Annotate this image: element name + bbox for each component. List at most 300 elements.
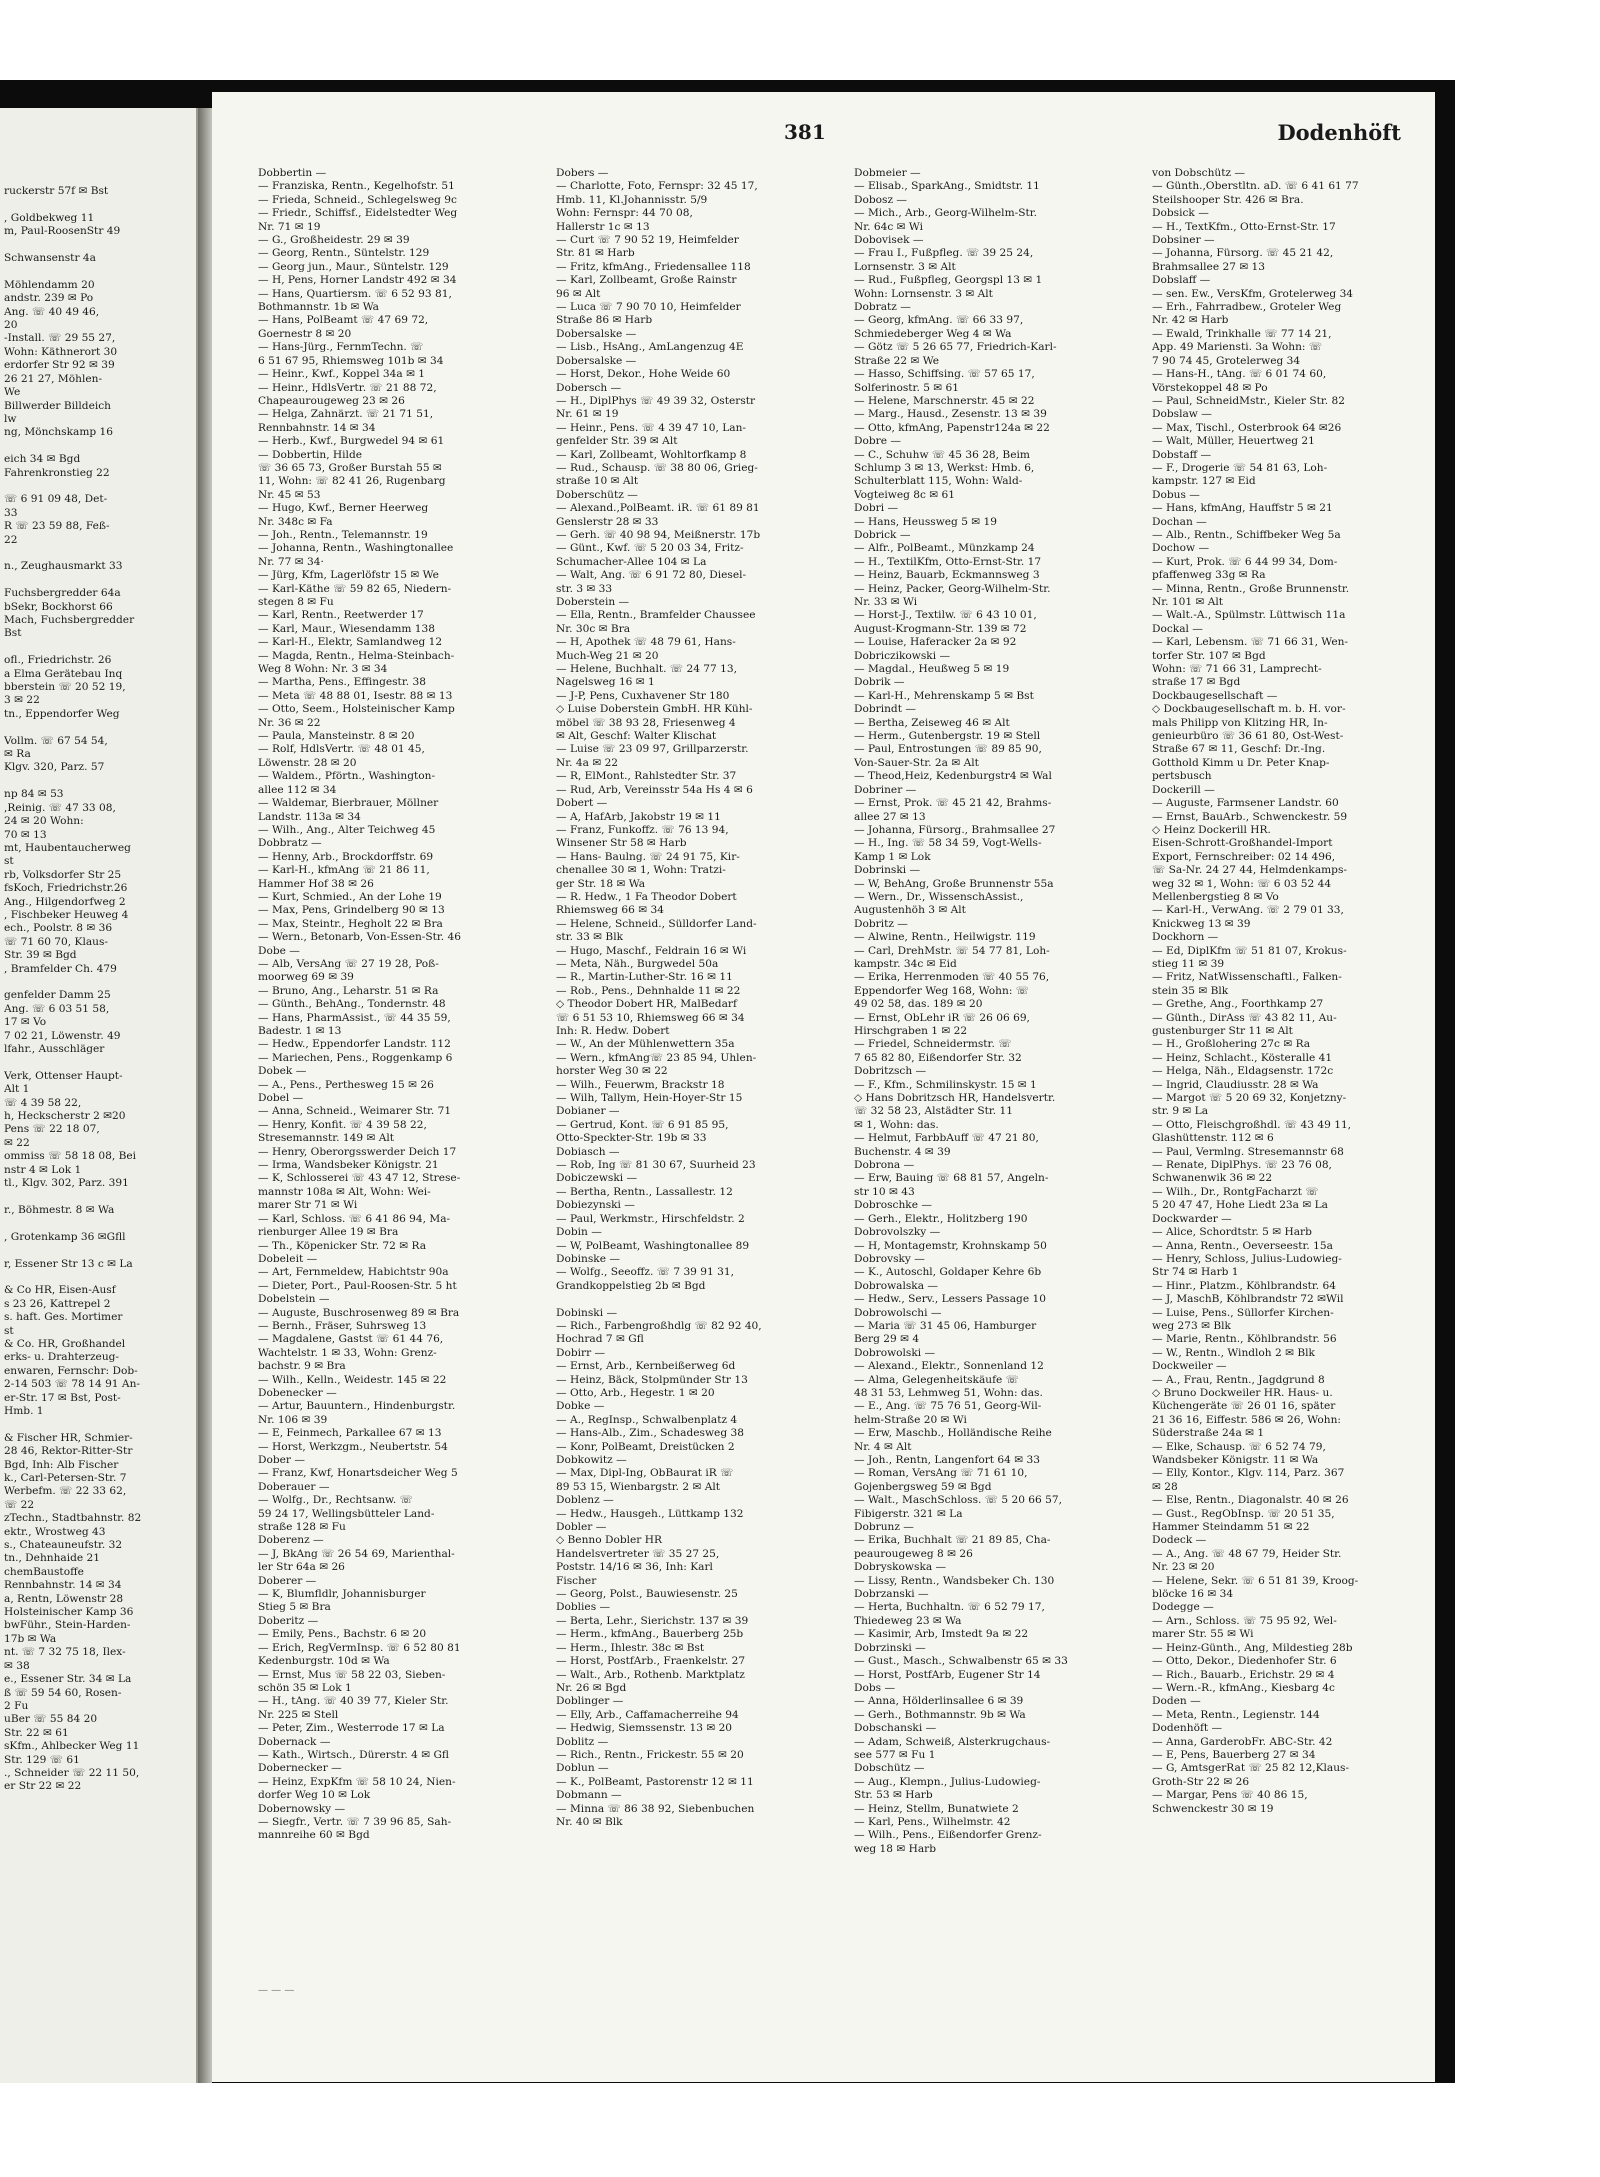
left-page-line: 2-14 503 ☏ 78 14 91 An- bbox=[4, 1378, 140, 1391]
directory-entry-line: — Georg jun., Maur., Süntelstr. 129 bbox=[258, 260, 449, 273]
directory-entry-line: — Hans-H., tAng. ☏ 6 01 74 60, bbox=[1152, 368, 1327, 381]
directory-entry-line: Dockhorn — bbox=[1152, 931, 1219, 944]
directory-entry-line: — Irma, Wandsbeker Königstr. 21 bbox=[258, 1159, 439, 1172]
directory-entry-line: Rhiemsweg 66 ✉ 34 bbox=[556, 904, 664, 917]
directory-entry-line: Nr. 225 ✉ Stell bbox=[258, 1708, 339, 1721]
left-page-line: Ang. ☏ 40 49 46, bbox=[4, 305, 100, 318]
directory-entry-line: — Gerh. ☏ 40 98 94, Meißnerstr. 17b bbox=[556, 528, 761, 541]
directory-entry-line: — Helmut, FarbbAuff ☏ 47 21 80, bbox=[854, 1132, 1039, 1145]
left-page-line: Möhlendamm 20 bbox=[4, 278, 95, 291]
directory-entry-line: 49 02 58, das. 189 ✉ 20 bbox=[854, 998, 983, 1011]
directory-entry-line: — Helga, Näh., Eldagsenstr. 172c bbox=[1152, 1065, 1334, 1078]
directory-entry-line: — Herm., kfmAng., Bauerberg 25b bbox=[556, 1628, 744, 1641]
directory-entry-line: Dochan — bbox=[1152, 515, 1207, 528]
directory-entry-line: — Margar, Pens ☏ 40 86 15, bbox=[1152, 1789, 1308, 1802]
directory-entry-line: — Paul, Werkmstr., Hirschfeldstr. 2 bbox=[556, 1212, 745, 1225]
directory-entry-line: Hochrad 7 ✉ Gfl bbox=[556, 1333, 644, 1346]
directory-entry-line: Dobrowalska — bbox=[854, 1279, 938, 1292]
left-page-line: ,Reinig. ☏ 47 33 08, bbox=[4, 801, 116, 814]
directory-entry-line: — sen. Ew., VersKfm, Grotelerweg 34 bbox=[1152, 287, 1354, 300]
directory-entry-line: Dobslaw — bbox=[1152, 408, 1212, 421]
directory-entry-line: — H., Großlohering 27c ✉ Ra bbox=[1152, 1038, 1311, 1051]
left-page-line: Billwerder Billdeich bbox=[4, 399, 111, 412]
directory-entry-line: — Erw, Maschb., Holländische Reihe bbox=[854, 1427, 1052, 1440]
directory-entry-line: — Wilh., Pens., Eißendorfer Grenz- bbox=[854, 1829, 1042, 1842]
directory-entry-line: Dockweiler — bbox=[1152, 1360, 1227, 1373]
directory-entry-line: Doblinger — bbox=[556, 1695, 624, 1708]
left-page-line: Str. 22 ✉ 61 bbox=[4, 1726, 69, 1739]
directory-entry-line: Nr. 106 ✉ 39 bbox=[258, 1413, 328, 1426]
left-page-line: chemBaustoffe bbox=[4, 1565, 84, 1578]
directory-entry-line: Dobelstein — bbox=[258, 1293, 330, 1306]
directory-entry-line: — Kurt, Schmied., An der Lohe 19 bbox=[258, 890, 442, 903]
left-page-line bbox=[4, 480, 190, 493]
directory-entry-line: — Horst, PostfArb, Eugener Str 14 bbox=[854, 1668, 1041, 1681]
directory-entry-line: 7 65 82 80, Eißendorfer Str. 32 bbox=[854, 1051, 1022, 1064]
directory-entry-line: — Elisab., SparkAng., Smidtstr. 11 bbox=[854, 180, 1040, 193]
directory-entry-line: — Georg, kfmAng. ☏ 66 33 97, bbox=[854, 314, 1024, 327]
directory-entry-line: — Hedw., Serv., Lessers Passage 10 bbox=[854, 1293, 1046, 1306]
directory-entry-line: Goernestr 8 ✉ 20 bbox=[258, 327, 352, 340]
directory-entry-line: Löwenstr. 28 ✉ 20 bbox=[258, 756, 357, 769]
directory-entry-line: — K, Blumfldlr, Johannisburger bbox=[258, 1588, 426, 1601]
directory-entry-line: Dodegge — bbox=[1152, 1601, 1214, 1614]
directory-entry-line: Stieg 5 ✉ Bra bbox=[258, 1601, 331, 1614]
left-page-line: sKfm., Ahlbecker Weg 11 bbox=[4, 1740, 140, 1753]
directory-entry-line: — Helene, Sekr. ☏ 6 51 81 39, Kroog- bbox=[1152, 1574, 1359, 1587]
directory-entry-line: — H., tAng. ☏ 40 39 77, Kieler Str. bbox=[258, 1695, 449, 1708]
directory-entry-line: — Artur, Bauuntern., Hindenburgstr. bbox=[258, 1400, 456, 1413]
directory-entry-line: Gotthold Kimm u Dr. Peter Knap- bbox=[1152, 756, 1330, 769]
left-page-line: Rennbahnstr. 14 ✉ 34 bbox=[4, 1579, 122, 1592]
left-page-line: Hmb. 1 bbox=[4, 1404, 44, 1417]
directory-entry-line: Dobke — bbox=[556, 1400, 605, 1413]
directory-entry-line: — Gust., Masch., Schwalbenstr 65 ✉ 33 bbox=[854, 1655, 1068, 1668]
directory-entry-line: — Otto, Arb., Hegestr. 1 ✉ 20 bbox=[556, 1386, 715, 1399]
left-page-line: nt. ☏ 7 32 75 18, Ilex- bbox=[4, 1646, 126, 1659]
directory-entry-line: — Rob., Pens., Dehnhalde 11 ✉ 22 bbox=[556, 984, 741, 997]
directory-entry-line: — Franziska, Rentn., Kegelhofstr. 51 bbox=[258, 180, 455, 193]
page-header bbox=[212, 120, 1435, 152]
directory-entry-line: — Wilh., Kelln., Weidestr. 145 ✉ 22 bbox=[258, 1373, 447, 1386]
directory-entry-line: — Karl-Käthe ☏ 59 82 65, Niedern- bbox=[258, 582, 452, 595]
directory-entry-line: ☏ 36 65 73, Großer Burstah 55 ✉ bbox=[258, 461, 442, 474]
directory-entry-line: str. 33 ✉ Blk bbox=[556, 931, 624, 944]
directory-entry-line: — Luca ☏ 7 90 70 10, Heimfelder bbox=[556, 301, 741, 314]
directory-entry-line: — Otto, Dekor., Diedenhofer Str. 6 bbox=[1152, 1655, 1337, 1668]
left-page-line: lfahr., Ausschläger bbox=[4, 1043, 105, 1055]
directory-entry-line: allee 112 ✉ 34 bbox=[258, 783, 337, 796]
directory-entry-line: 11, Wohn: ☏ 82 41 26, Rugenbarg bbox=[258, 475, 446, 488]
directory-entry-line: — Lisb., HsAng., AmLangenzug 4E bbox=[556, 341, 744, 354]
directory-entry-line: Doberauer — bbox=[258, 1480, 330, 1493]
left-page-line: Wohn: Käthnerort 30 bbox=[4, 345, 118, 358]
directory-entry-line: — Kath., Wirtsch., Dürerstr. 4 ✉ Gfl bbox=[258, 1748, 450, 1761]
directory-entry-line: — Mich., Arb., Georg-Wilhelm-Str. bbox=[854, 207, 1037, 220]
left-page-line: ☏ 22 bbox=[4, 1498, 35, 1511]
directory-entry-line: — H., Ing. ☏ 58 34 59, Vogt-Wells- bbox=[854, 837, 1042, 850]
directory-entry-line: Dockerill — bbox=[1152, 783, 1215, 796]
directory-entry-line: — Konr, PolBeamt, Dreistücken 2 bbox=[556, 1440, 735, 1453]
directory-entry-line: Handelsvertreter ☏ 35 27 25, bbox=[556, 1547, 720, 1560]
directory-entry-line: — Gust., RegObInsp. ☏ 20 51 35, bbox=[1152, 1507, 1335, 1520]
directory-entry-line: — Hans-Jürg., FernmTechn. ☏ bbox=[258, 341, 424, 354]
directory-entry-line: — Johanna, Fürsorg., Brahmsallee 27 bbox=[854, 823, 1056, 836]
left-page-line bbox=[4, 265, 190, 278]
directory-entry-line: Gojenbergsweg 59 ✉ Bgd bbox=[854, 1480, 992, 1493]
directory-entry-line: Inh: R. Hedw. Dobert bbox=[556, 1025, 670, 1037]
left-page-line: Werbefm. ☏ 22 33 62, bbox=[4, 1485, 127, 1498]
directory-entry-line: — Theod,Heiz, Kedenburgstr4 ✉ Wal bbox=[854, 770, 1052, 783]
directory-entry-line: Genslerstr 28 ✉ 33 bbox=[556, 515, 659, 528]
directory-entry-line: Dobrick — bbox=[854, 528, 911, 541]
left-page-line: andstr. 239 ✉ Po bbox=[4, 292, 94, 305]
directory-entry-line: — Adam, Schweiß, Alsterkrugchaus- bbox=[854, 1735, 1051, 1748]
directory-entry-line: Dobiezynski — bbox=[556, 1199, 635, 1212]
directory-entry-line: Dobers — bbox=[556, 167, 609, 179]
directory-entry-line: — Erw, Bauing ☏ 68 81 57, Angeln- bbox=[854, 1172, 1049, 1185]
directory-entry-line: — Hans, PharmAssist., ☏ 44 35 59, bbox=[258, 1011, 451, 1024]
column-3 bbox=[854, 167, 1120, 1856]
directory-entry-line: Dobiczewski — bbox=[556, 1172, 638, 1185]
directory-entry-line: Doden — bbox=[1152, 1695, 1201, 1708]
directory-entry-line: — Dobbertin, Hilde bbox=[258, 448, 362, 461]
directory-entry-line: Doberstein — bbox=[556, 596, 630, 608]
directory-entry-line: — Walt., Arb., Rothenb. Marktplatz bbox=[556, 1668, 745, 1681]
left-page-line: Pens ☏ 22 18 07, bbox=[4, 1123, 100, 1136]
directory-entry-line: Dobersalske — bbox=[556, 354, 637, 367]
directory-entry-line: — Max, Pens, Grindelberg 90 ✉ 13 bbox=[258, 904, 445, 917]
left-page-line: Str. 129 ☏ 61 bbox=[4, 1753, 80, 1766]
directory-entry-line: — Ernst, Mus ☏ 58 22 03, Sieben- bbox=[258, 1668, 446, 1681]
directory-entry-line: bachstr. 9 ✉ Bra bbox=[258, 1360, 346, 1373]
left-page-line: n., Zeughausmarkt 33 bbox=[4, 560, 123, 573]
directory-entry-line: — Erika, Buchhalt ☏ 21 89 85, Cha- bbox=[854, 1534, 1051, 1547]
directory-entry-line: — Hans- Baulng. ☏ 24 91 75, Kir- bbox=[556, 850, 740, 863]
directory-entry-line: Straße 86 ✉ Harb bbox=[556, 314, 653, 327]
directory-entry-line: ✉ 28 bbox=[1152, 1480, 1178, 1493]
directory-entry-line: Nr. 40 ✉ Blk bbox=[556, 1815, 623, 1828]
directory-entry-line: — Ernst, Arb., Kernbeißerweg 6d bbox=[556, 1360, 736, 1373]
directory-entry-line: — Karl, Zollbeamt, Wohltorfkamp 8 bbox=[556, 448, 747, 461]
directory-entry-line: Chapeaurougeweg 23 ✉ 26 bbox=[258, 394, 405, 407]
directory-entry-line: blöcke 16 ✉ 34 bbox=[1152, 1588, 1234, 1601]
directory-entry-line: — A., RegInsp., Schwalbenplatz 4 bbox=[556, 1413, 738, 1426]
directory-entry-line: — Heinr., Kwf., Koppel 34a ✉ 1 bbox=[258, 368, 426, 381]
directory-entry-line: weg 18 ✉ Harb bbox=[854, 1842, 936, 1855]
directory-entry-line: — Ernst, ObLehr iR ☏ 26 06 69, bbox=[854, 1011, 1030, 1024]
directory-entry-line: Dobrovolszky — bbox=[854, 1226, 941, 1239]
directory-entry-line: straße 17 ✉ Bgd bbox=[1152, 676, 1241, 689]
directory-entry-line: — W, BehAng, Große Brunnenstr 55a bbox=[854, 877, 1054, 890]
directory-entry-line: — Karl, Schloss. ☏ 6 41 86 94, Ma- bbox=[258, 1212, 451, 1225]
directory-entry-line: — Waldemar, Bierbrauer, Möllner bbox=[258, 797, 439, 810]
directory-entry-line: — Gerh., Bothmannstr. 9b ✉ Wa bbox=[854, 1708, 1026, 1721]
directory-entry-line: stieg 11 ✉ 39 bbox=[1152, 957, 1225, 970]
directory-entry-line: — Herb., Kwf., Burgwedel 94 ✉ 61 bbox=[258, 435, 445, 448]
directory-entry-line: Doblitz — bbox=[556, 1735, 609, 1748]
directory-entry-line: — Hedwig, Siemssenstr. 13 ✉ 20 bbox=[556, 1722, 733, 1735]
directory-entry-line: Dobrowolschi — bbox=[854, 1306, 942, 1319]
left-page-line: m, Paul-RoosenStr 49 bbox=[4, 225, 121, 238]
directory-entry-line: ◇ Dockbaugesellschaft m. b. H. vor- bbox=[1152, 703, 1346, 716]
directory-entry-line: — Günth., BehAng., Tondernstr. 48 bbox=[258, 998, 446, 1011]
directory-entry-line: Schumacher-Allee 104 ✉ La bbox=[556, 555, 707, 568]
left-page-line bbox=[4, 1217, 190, 1230]
directory-entry-line: Nr. 61 ✉ 19 bbox=[556, 408, 619, 421]
directory-entry-line: — Elke, Schausp. ☏ 6 52 74 79, bbox=[1152, 1440, 1326, 1453]
directory-entry-line: — Ewald, Trinkhalle ☏ 77 14 21, bbox=[1152, 327, 1332, 340]
directory-entry-line: — Else, Rentn., Diagonalstr. 40 ✉ 26 bbox=[1152, 1494, 1349, 1507]
directory-entry-line: Kamp 1 ✉ Lok bbox=[854, 850, 931, 863]
directory-entry-line: — Henny, Arb., Brockdorffstr. 69 bbox=[258, 850, 434, 863]
directory-entry-line: — K., PolBeamt, Pastorenstr 12 ✉ 11 bbox=[556, 1775, 754, 1788]
directory-entry-line: Dobkowitz — bbox=[556, 1454, 627, 1466]
directory-entry-line: Thiedeweg 23 ✉ Wa bbox=[854, 1614, 962, 1627]
directory-entry-line: — Walt.-A., Spülmstr. Lüttwisch 11a bbox=[1152, 609, 1346, 622]
left-page-line: r, Essener Str 13 c ✉ La bbox=[4, 1257, 133, 1270]
directory-entry-line: — Wolfg., Dr., Rechtsanw. ☏ bbox=[258, 1494, 413, 1507]
directory-entry-line: Nr. 4a ✉ 22 bbox=[556, 756, 619, 769]
directory-entry-line: Fibigerstr. 321 ✉ La bbox=[854, 1507, 963, 1520]
left-page-line: uBer ☏ 55 84 20 bbox=[4, 1713, 98, 1726]
left-page-line: Vollm. ☏ 67 54 54, bbox=[4, 734, 108, 747]
directory-entry-line: — Paula, Mansteinstr. 8 ✉ 20 bbox=[258, 730, 415, 743]
directory-entry-line: — Luise, Pens., Süllorfer Kirchen- bbox=[1152, 1306, 1334, 1319]
directory-entry-line: Dobovisek — bbox=[854, 234, 924, 247]
directory-entry-line: — Erika, Herrenmoden ☏ 40 55 76, bbox=[854, 971, 1050, 984]
directory-entry-line: — Joh., Rentn., Telemannstr. 19 bbox=[258, 528, 428, 541]
directory-entry-line: Lornsenstr. 3 ✉ Alt bbox=[854, 260, 956, 273]
directory-entry-line: 89 53 15, Wienbargstr. 2 ✉ Alt bbox=[556, 1480, 721, 1493]
left-page-line bbox=[4, 721, 190, 734]
column-2 bbox=[556, 167, 822, 1829]
directory-entry-line: — Anna, Rentn., Oeverseestr. 15a bbox=[1152, 1239, 1333, 1252]
directory-entry-line: — Mariechen, Pens., Roggenkamp 6 bbox=[258, 1051, 453, 1064]
directory-entry-line: — Ingrid, Claudiusstr. 28 ✉ Wa bbox=[1152, 1078, 1319, 1091]
left-page-line bbox=[4, 547, 190, 560]
directory-entry-line: Dobernecker — bbox=[258, 1762, 342, 1775]
directory-entry-line: — K, Schlosserei ☏ 43 47 12, Strese- bbox=[258, 1172, 461, 1185]
directory-entry-line: Stresemannstr. 149 ✉ Alt bbox=[258, 1132, 395, 1145]
left-page-line: a Elma Gerätebau Inq bbox=[4, 667, 123, 680]
left-page-line bbox=[4, 1418, 190, 1431]
directory-entry-line: schön 35 ✉ Lok 1 bbox=[258, 1681, 352, 1694]
directory-entry-line: pfaffenweg 33g ✉ Ra bbox=[1152, 569, 1266, 582]
left-page-line: zTechn., Stadtbahnstr. 82 bbox=[4, 1512, 142, 1525]
directory-entry-line: Schlump 3 ✉ 13, Werkst: Hmb. 6, bbox=[854, 461, 1035, 474]
directory-entry-line: Nr. 26 ✉ Bgd bbox=[556, 1681, 627, 1694]
directory-entry-line: Nr. 23 ✉ 20 bbox=[1152, 1561, 1215, 1574]
directory-entry-line: — Minna, Rentn., Große Brunnenstr. bbox=[1152, 582, 1350, 595]
directory-entry-line: — Rud, Arb, Vereinsstr 54a Hs 4 ✉ 6 bbox=[556, 783, 753, 796]
directory-entry-line: ◇ Hans Dobritzsch HR, Handelsvertr. bbox=[854, 1092, 1056, 1105]
left-page-line: erks- u. Drahterzeug- bbox=[4, 1351, 120, 1364]
directory-entry-line: — Herm., Gutenbergstr. 19 ✉ Stell bbox=[854, 730, 1041, 743]
directory-entry-line: — Dieter, Port., Paul-Roosen-Str. 5 ht bbox=[258, 1279, 457, 1292]
left-page-line: ofl., Friedrichstr. 26 bbox=[4, 654, 112, 667]
directory-entry-line: Str. 81 ✉ Harb bbox=[556, 247, 635, 260]
left-page-fragment bbox=[0, 108, 198, 2083]
directory-entry-line: Doblenz — bbox=[556, 1494, 614, 1507]
left-page-line bbox=[4, 198, 190, 211]
book-gutter bbox=[198, 108, 212, 2083]
directory-entry-line: — Magdal., Heußweg 5 ✉ 19 bbox=[854, 663, 1010, 676]
directory-entry-line: — Herm., Ihlestr. 38c ✉ Bst bbox=[556, 1641, 705, 1654]
directory-entry-line: dorfer Weg 10 ✉ Lok bbox=[258, 1789, 371, 1802]
left-page-line: nstr 4 ✉ Lok 1 bbox=[4, 1163, 82, 1176]
directory-entry-line: — Kasimir, Arb, Imstedt 9a ✉ 22 bbox=[854, 1628, 1029, 1641]
left-page-line: R ☏ 23 59 88, Feß- bbox=[4, 520, 110, 533]
running-head: Dodenhöft bbox=[1277, 120, 1401, 145]
left-page-line: tn., Eppendorfer Weg bbox=[4, 707, 120, 720]
directory-entry-line: — Martha, Pens., Effingestr. 38 bbox=[258, 676, 426, 689]
left-page-line: ✉ Ra bbox=[4, 748, 31, 761]
left-page-line: Alt 1 bbox=[4, 1083, 30, 1096]
directory-entry-line: — J, MaschB, Köhlbrandstr 72 ✉Wil bbox=[1152, 1293, 1344, 1306]
directory-entry-line: Nr. 33 ✉ Wi bbox=[854, 596, 918, 608]
directory-entry-line: weg 32 ✉ 1, Wohn: ☏ 6 03 52 44 bbox=[1152, 877, 1332, 890]
directory-entry-line: Dobritz — bbox=[854, 917, 908, 930]
left-page-line: , Fischbeker Heuweg 4 bbox=[4, 908, 129, 921]
directory-entry-line: Hirschgraben 1 ✉ 22 bbox=[854, 1025, 968, 1037]
directory-entry-line: Str. 53 ✉ Harb bbox=[854, 1789, 933, 1802]
directory-entry-line: — Bertha, Rentn., Lassallestr. 12 bbox=[556, 1185, 733, 1198]
directory-entry-line: — Heinr., HdlsVertr. ☏ 21 88 72, bbox=[258, 381, 437, 394]
left-page-line: , Grotenkamp 36 ✉Gfll bbox=[4, 1230, 126, 1243]
directory-entry-line: Dobiasch — bbox=[556, 1145, 620, 1158]
directory-entry-line: Vörstekoppel 48 ✉ Po bbox=[1152, 381, 1268, 394]
directory-entry-line: Bothmannstr. 1b ✉ Wa bbox=[258, 301, 379, 314]
directory-entry-line: — Horst, PostfArb., Fraenkelstr. 27 bbox=[556, 1655, 746, 1668]
directory-entry-line: Dobritzsch — bbox=[854, 1065, 927, 1078]
directory-entry-line: Dobbratz — bbox=[258, 837, 322, 850]
directory-entry-line: — Wilh., Ang., Alter Teichweg 45 bbox=[258, 823, 436, 836]
directory-entry-line: Dobrindt — bbox=[854, 703, 916, 716]
directory-entry-line: — Paul, SchneidMstr., Kieler Str. 82 bbox=[1152, 394, 1345, 407]
directory-entry-line: — Hans, PolBeamt ☏ 47 69 72, bbox=[258, 314, 429, 327]
left-page-line: genfelder Damm 25 bbox=[4, 989, 111, 1002]
directory-entry-line: — F., Kfm., Schmilinskystr. 15 ✉ 1 bbox=[854, 1078, 1037, 1091]
directory-entry-line: Dobrinski — bbox=[854, 864, 921, 877]
directory-entry-line: Dobrik — bbox=[854, 676, 905, 689]
directory-entry-line: — Alb., Rentn., Schiffbeker Weg 5a bbox=[1152, 528, 1341, 541]
directory-entry-line: — Meta, Näh., Burgwedel 50a bbox=[556, 957, 719, 970]
directory-entry-line: — Fritz, kfmAng., Friedensallee 118 bbox=[556, 260, 751, 273]
left-page-line: 17 ✉ Vo bbox=[4, 1016, 47, 1029]
directory-entry-line: Dobrunz — bbox=[854, 1521, 914, 1534]
directory-entry-line: Doberer — bbox=[258, 1574, 317, 1587]
directory-entry-line: Wandsbeker Königstr. 11 ✉ Wa bbox=[1152, 1454, 1319, 1466]
directory-entry-line: Dochow — bbox=[1152, 542, 1210, 555]
left-page-line bbox=[4, 775, 190, 788]
directory-entry-line: — C., Schuhw ☏ 45 36 28, Beim bbox=[854, 448, 1030, 461]
directory-entry-line: Dobeleit — bbox=[258, 1252, 318, 1265]
directory-entry-line: Schwanenwik 36 ✉ 22 bbox=[1152, 1172, 1273, 1185]
left-page-line: 20 bbox=[4, 319, 18, 332]
directory-entry-line: Wohn: Lornsenstr. 3 ✉ Alt bbox=[854, 287, 993, 300]
left-page-line: ., Schneider ☏ 22 11 50, bbox=[4, 1766, 140, 1779]
directory-entry-line: peaurougeweg 8 ✉ 26 bbox=[854, 1547, 973, 1560]
directory-entry-line: — Karl, Pens., Wilhelmstr. 42 bbox=[854, 1815, 1011, 1828]
directory-entry-line: — E, Feinmech, Parkallee 67 ✉ 13 bbox=[258, 1427, 442, 1440]
directory-entry-line: — Alma, Gelegenheitskäufe ☏ bbox=[854, 1373, 1019, 1386]
left-page-line: Bst bbox=[4, 627, 22, 640]
directory-entry-line: Augustenhöh 3 ✉ Alt bbox=[854, 904, 966, 917]
directory-entry-line: Von-Sauer-Str. 2a ✉ Alt bbox=[854, 756, 979, 769]
directory-entry-line: chenallee 30 ✉ 1, Wohn: Tratzi- bbox=[556, 864, 726, 877]
directory-entry-line: — Herta, Buchhaltn. ☏ 6 52 79 17, bbox=[854, 1601, 1045, 1614]
directory-entry-line: Straße 22 ✉ We bbox=[854, 354, 939, 367]
directory-entry-line: Dobersalske — bbox=[556, 327, 637, 340]
directory-entry-line: Hammer Steindamm 51 ✉ 22 bbox=[1152, 1521, 1310, 1534]
directory-entry-line: — R., Martin-Luther-Str. 16 ✉ 11 bbox=[556, 971, 733, 984]
left-page-line: bSekr, Bockhorst 66 bbox=[4, 600, 113, 613]
directory-entry-line: Dodenhöft — bbox=[1152, 1722, 1223, 1735]
directory-entry-line: — A., Pens., Perthesweg 15 ✉ 26 bbox=[258, 1078, 434, 1091]
directory-entry-line: — A., Ang. ☏ 48 67 79, Heider Str. bbox=[1152, 1547, 1342, 1560]
directory-entry-line: — Aug., Klempn., Julius-Ludowieg- bbox=[854, 1775, 1041, 1788]
directory-entry-line: ◇ Bruno Dockweiler HR. Haus- u. bbox=[1152, 1386, 1333, 1399]
directory-entry-line: — Siegfr., Vertr. ☏ 7 39 96 85, Sah- bbox=[258, 1815, 452, 1828]
directory-entry-line: — H, Montagemstr, Krohnskamp 50 bbox=[854, 1239, 1047, 1252]
directory-entry-line: — Karl, Maur., Wiesendamm 138 bbox=[258, 622, 436, 635]
directory-entry-line: — Anna, GarderobFr. ABC-Str. 42 bbox=[1152, 1735, 1333, 1748]
directory-entry-line: — Karl-H., VerwAng. ☏ 2 79 01 33, bbox=[1152, 904, 1344, 917]
left-page-line: ng, Mönchskamp 16 bbox=[4, 426, 113, 439]
directory-entry-line: — Erich, RegVermInsp. ☏ 6 52 80 81 bbox=[258, 1641, 461, 1654]
directory-entry-line: Nr. 36 ✉ 22 bbox=[258, 716, 321, 729]
left-page-line: tl., Klgv. 302, Parz. 391 bbox=[4, 1177, 129, 1190]
directory-entry-line: Fischer bbox=[556, 1574, 597, 1587]
directory-entry-line: — Wern., Dr., WissenschAssist., bbox=[854, 890, 1024, 903]
directory-entry-line: — Charlotte, Foto, Fernspr: 32 45 17, bbox=[556, 180, 758, 193]
directory-entry-line: — Walt., MaschSchloss. ☏ 5 20 66 57, bbox=[854, 1494, 1063, 1507]
directory-entry-line: 5 20 47 47, Hohe Liedt 23a ✉ La bbox=[1152, 1199, 1328, 1212]
directory-entry-line: Dobschütz — bbox=[854, 1762, 925, 1775]
directory-entry-line: ✉ Alt, Geschf: Walter Klischat bbox=[556, 730, 717, 743]
directory-entry-line: Doberitz — bbox=[258, 1614, 319, 1627]
directory-entry-line: — Hinr., Platzm., Köhlbrandstr. 64 bbox=[1152, 1279, 1337, 1292]
directory-entry-line: — Helene, Buchhalt. ☏ 24 77 13, bbox=[556, 663, 737, 676]
directory-entry-line: Dobinski — bbox=[556, 1306, 618, 1319]
left-page-line bbox=[4, 641, 190, 654]
directory-entry-line: — Heinz, Packer, Georg-Wilhelm-Str. bbox=[854, 582, 1051, 595]
left-page-line: Fuchsbergredder 64a bbox=[4, 587, 121, 600]
left-page-line: 22 bbox=[4, 533, 18, 546]
directory-entry-line: Grandkoppelstieg 2b ✉ Bgd bbox=[556, 1279, 706, 1292]
directory-entry-line: — Wilh, Tallym, Hein-Hoyer-Str 15 bbox=[556, 1092, 743, 1105]
directory-entry-line: Weg 8 Wohn: Nr. 3 ✉ 34 bbox=[258, 663, 388, 676]
directory-entry-line: — Horst, Werkzgm., Neubertstr. 54 bbox=[258, 1440, 448, 1453]
directory-entry-line: 48 31 53, Lehmweg 51, Wohn: das. bbox=[854, 1386, 1043, 1399]
directory-entry-line: Hmb. 11, Kl.Johannisstr. 5/9 bbox=[556, 193, 708, 206]
directory-entry-line: ler Str 64a ✉ 26 bbox=[258, 1561, 345, 1574]
directory-entry-line: — Erh., Fahrradbew., Groteler Weg bbox=[1152, 301, 1342, 314]
directory-entry-line: — Max, Steintr., Hegholt 22 ✉ Bra bbox=[258, 917, 443, 930]
directory-entry-line: ◇ Heinz Dockerill HR. bbox=[1152, 823, 1271, 836]
directory-entry-line: Dobmeier — bbox=[854, 167, 921, 179]
directory-entry-line: ✉ 1, Wohn: das. bbox=[854, 1118, 939, 1131]
left-page-line: bwFühr., Stein-Harden- bbox=[4, 1619, 131, 1632]
directory-entry-line: Brahmsallee 27 ✉ 13 bbox=[1152, 260, 1266, 273]
directory-entry-line: ☏ 32 58 23, Alstädter Str. 11 bbox=[854, 1105, 1013, 1118]
left-page-line: , Bramfelder Ch. 479 bbox=[4, 962, 117, 975]
directory-entry-line: Nr. 64c ✉ Wi bbox=[854, 220, 924, 233]
directory-entry-line: Dobs — bbox=[854, 1681, 896, 1694]
directory-entry-line: — K., Autoschl, Goldaper Kehre 6b bbox=[854, 1266, 1042, 1279]
directory-entry-line: — J, BkAng ☏ 26 54 69, Marienthal- bbox=[258, 1547, 455, 1560]
